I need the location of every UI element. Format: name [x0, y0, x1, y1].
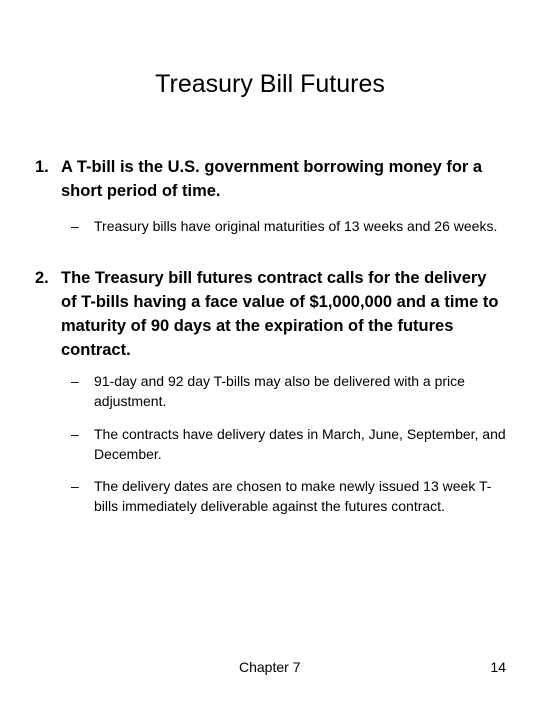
sub-point-1-1: [71, 216, 506, 236]
sub-point-2-3: [71, 476, 506, 516]
point-text: A T-bill is the U.S. government borrowing money for a short period of time.: [61, 158, 483, 200]
page-number: 14: [490, 659, 506, 675]
slide-title: Treasury Bill Futures: [155, 70, 385, 98]
sub-point-2-2: [71, 424, 506, 464]
dash-bullet: –: [71, 373, 79, 389]
point-number: 1.: [35, 158, 49, 176]
dash-bullet: –: [71, 478, 79, 494]
sub-point-2-1: [71, 371, 506, 411]
sub-point-text: The delivery dates are chosen to make newly issued 13 week T-bills immediately deliverable against the futures contract.: [94, 478, 492, 514]
point-number: 2.: [35, 269, 49, 287]
sub-point-text: Treasury bills have original maturities of 13 weeks and 26 weeks.: [94, 218, 498, 234]
dash-bullet: –: [71, 218, 79, 234]
footer-chapter: Chapter 7: [239, 659, 301, 675]
numbered-point-2: [35, 266, 505, 362]
dash-bullet: –: [71, 426, 79, 442]
sub-point-text: 91-day and 92 day T-bills may also be delivered with a price adjustment.: [94, 373, 465, 409]
point-text: The Treasury bill futures contract calls for the delivery of T-bills having a face value of $1,000,000 and a time to maturity of 90 days at the expiration of the futures contract.: [61, 269, 499, 359]
sub-point-text: The contracts have delivery dates in March, June, September, and December.: [94, 426, 506, 462]
numbered-point-1: [35, 155, 505, 203]
